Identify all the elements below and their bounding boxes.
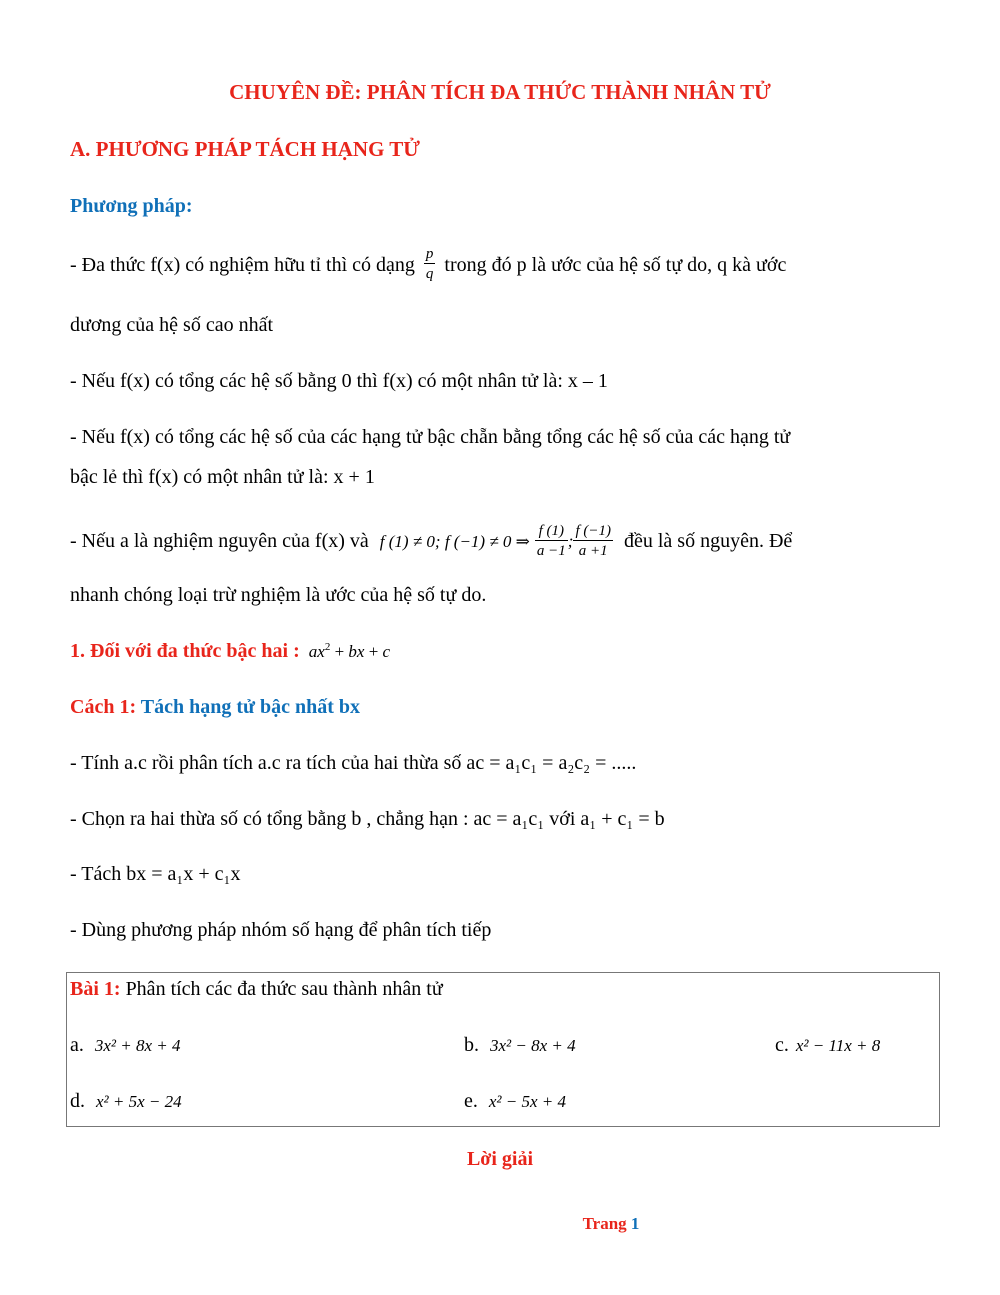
p1-text-b: trong đó p là ước của hệ số tự do, q kà ước: [444, 254, 787, 277]
item-label: d.: [70, 1090, 85, 1112]
footer-page-number: 1: [630, 1214, 640, 1233]
method-1-heading: [70, 696, 360, 719]
exercise-item-d: [70, 1090, 182, 1113]
item-expression: x² + 5x − 24: [96, 1092, 182, 1111]
step-2: - Chọn ra hai thừa số có tổng bằng b , chẳng hạn : ac = a₁c₁ với a₁ + c₁ = b: [70, 808, 665, 830]
footer-label: Trang: [582, 1214, 627, 1233]
exercise-item-a: [70, 1034, 181, 1057]
fraction-p-over-q: [424, 245, 436, 284]
paragraph-factor-x-plus-1-line1: - Nếu f(x) có tổng các hệ số của các hạng tử bậc chẵn bằng tổng các hệ số của các hạng tử: [70, 426, 791, 448]
step-4: - Dùng phương pháp nhóm số hạng để phân tích tiếp: [70, 919, 492, 941]
fraction-separator: ;: [567, 531, 574, 551]
step-3: - Tách bx = a₁x + c₁x: [70, 863, 241, 885]
exercise-item-b: [464, 1034, 576, 1057]
p1-text-a: - Đa thức f(x) có nghiệm hữu tỉ thì có dạng: [70, 254, 415, 277]
subsection-quadratic-label: 1. Đối với đa thức bậc hai :: [70, 640, 300, 662]
paragraph-integer-root: [70, 522, 792, 561]
method-1-label: Cách 1:: [70, 696, 137, 718]
item-expression: x² − 11x + 8: [795, 1036, 881, 1055]
exercise-box: [66, 972, 940, 1127]
p4-line2: nhanh chóng loại trừ nghiệm là ước của hệ số tự do.: [70, 584, 487, 606]
exercise-item-e: [464, 1090, 566, 1113]
paragraph-factor-x-plus-1-line2: bậc lẻ thì f(x) có một nhân tử là: x + 1: [70, 466, 375, 488]
fraction-numerator: p: [425, 246, 434, 262]
fraction-denominator: q: [425, 266, 434, 282]
fraction-numerator: f (1): [535, 522, 568, 541]
exercise-label: Bài 1:: [70, 978, 121, 1000]
quadratic-expression: $ax^2$ + bx + c: [308, 641, 391, 661]
fraction-denominator: a +1: [578, 543, 608, 559]
exercise-item-c: [775, 1034, 880, 1057]
section-a-heading: A. PHƯƠNG PHÁP TÁCH HẠNG TỬ: [70, 137, 421, 161]
method-1-title: Tách hạng tử bậc nhất bx: [140, 696, 361, 718]
exercise-heading: [70, 978, 443, 1001]
fraction-denominator: a −1: [536, 543, 566, 559]
step-1: - Tính a.c rồi phân tích a.c ra tích của hai thừa số ac = a₁c₁ = a₂c₂ = .....: [70, 752, 637, 774]
paragraph-factor-x-minus-1: - Nếu f(x) có tổng các hệ số bằng 0 thì f(x) có một nhân tử là: x – 1: [70, 370, 608, 392]
page-title: CHUYÊN ĐỀ: PHÂN TÍCH ĐA THỨC THÀNH NHÂN TỬ: [229, 80, 771, 104]
p1-line2: dương của hệ số cao nhất: [70, 314, 274, 336]
p4-text-a: - Nếu a là nghiệm nguyên của f(x) và: [70, 530, 369, 552]
item-label: e.: [464, 1090, 478, 1112]
solution-heading: Lời giải: [466, 1148, 534, 1170]
p4-text-b: đều là số nguyên. Để: [624, 530, 793, 552]
fraction-fm1-over-a-plus-1: [573, 522, 613, 561]
exercise-text: Phân tích các đa thức sau thành nhân tử: [125, 978, 443, 1000]
fraction-f1-over-a-minus-1: [535, 522, 568, 561]
item-label: c.: [775, 1034, 789, 1056]
p4-condition-math: f (1) ≠ 0; f (−1) ≠ 0 ⇒: [379, 531, 530, 551]
item-expression: 3x² − 8x + 4: [490, 1036, 576, 1055]
item-label: b.: [464, 1034, 479, 1056]
item-expression: 3x² + 8x + 4: [94, 1036, 181, 1055]
item-expression: x² − 5x + 4: [488, 1092, 567, 1111]
page-footer: [0, 1214, 1000, 1234]
paragraph-rational-root: [70, 247, 786, 286]
method-heading: Phương pháp:: [70, 195, 193, 217]
item-label: a.: [70, 1034, 84, 1056]
fraction-numerator: f (−1): [575, 523, 611, 539]
subsection-quadratic: [70, 640, 390, 663]
